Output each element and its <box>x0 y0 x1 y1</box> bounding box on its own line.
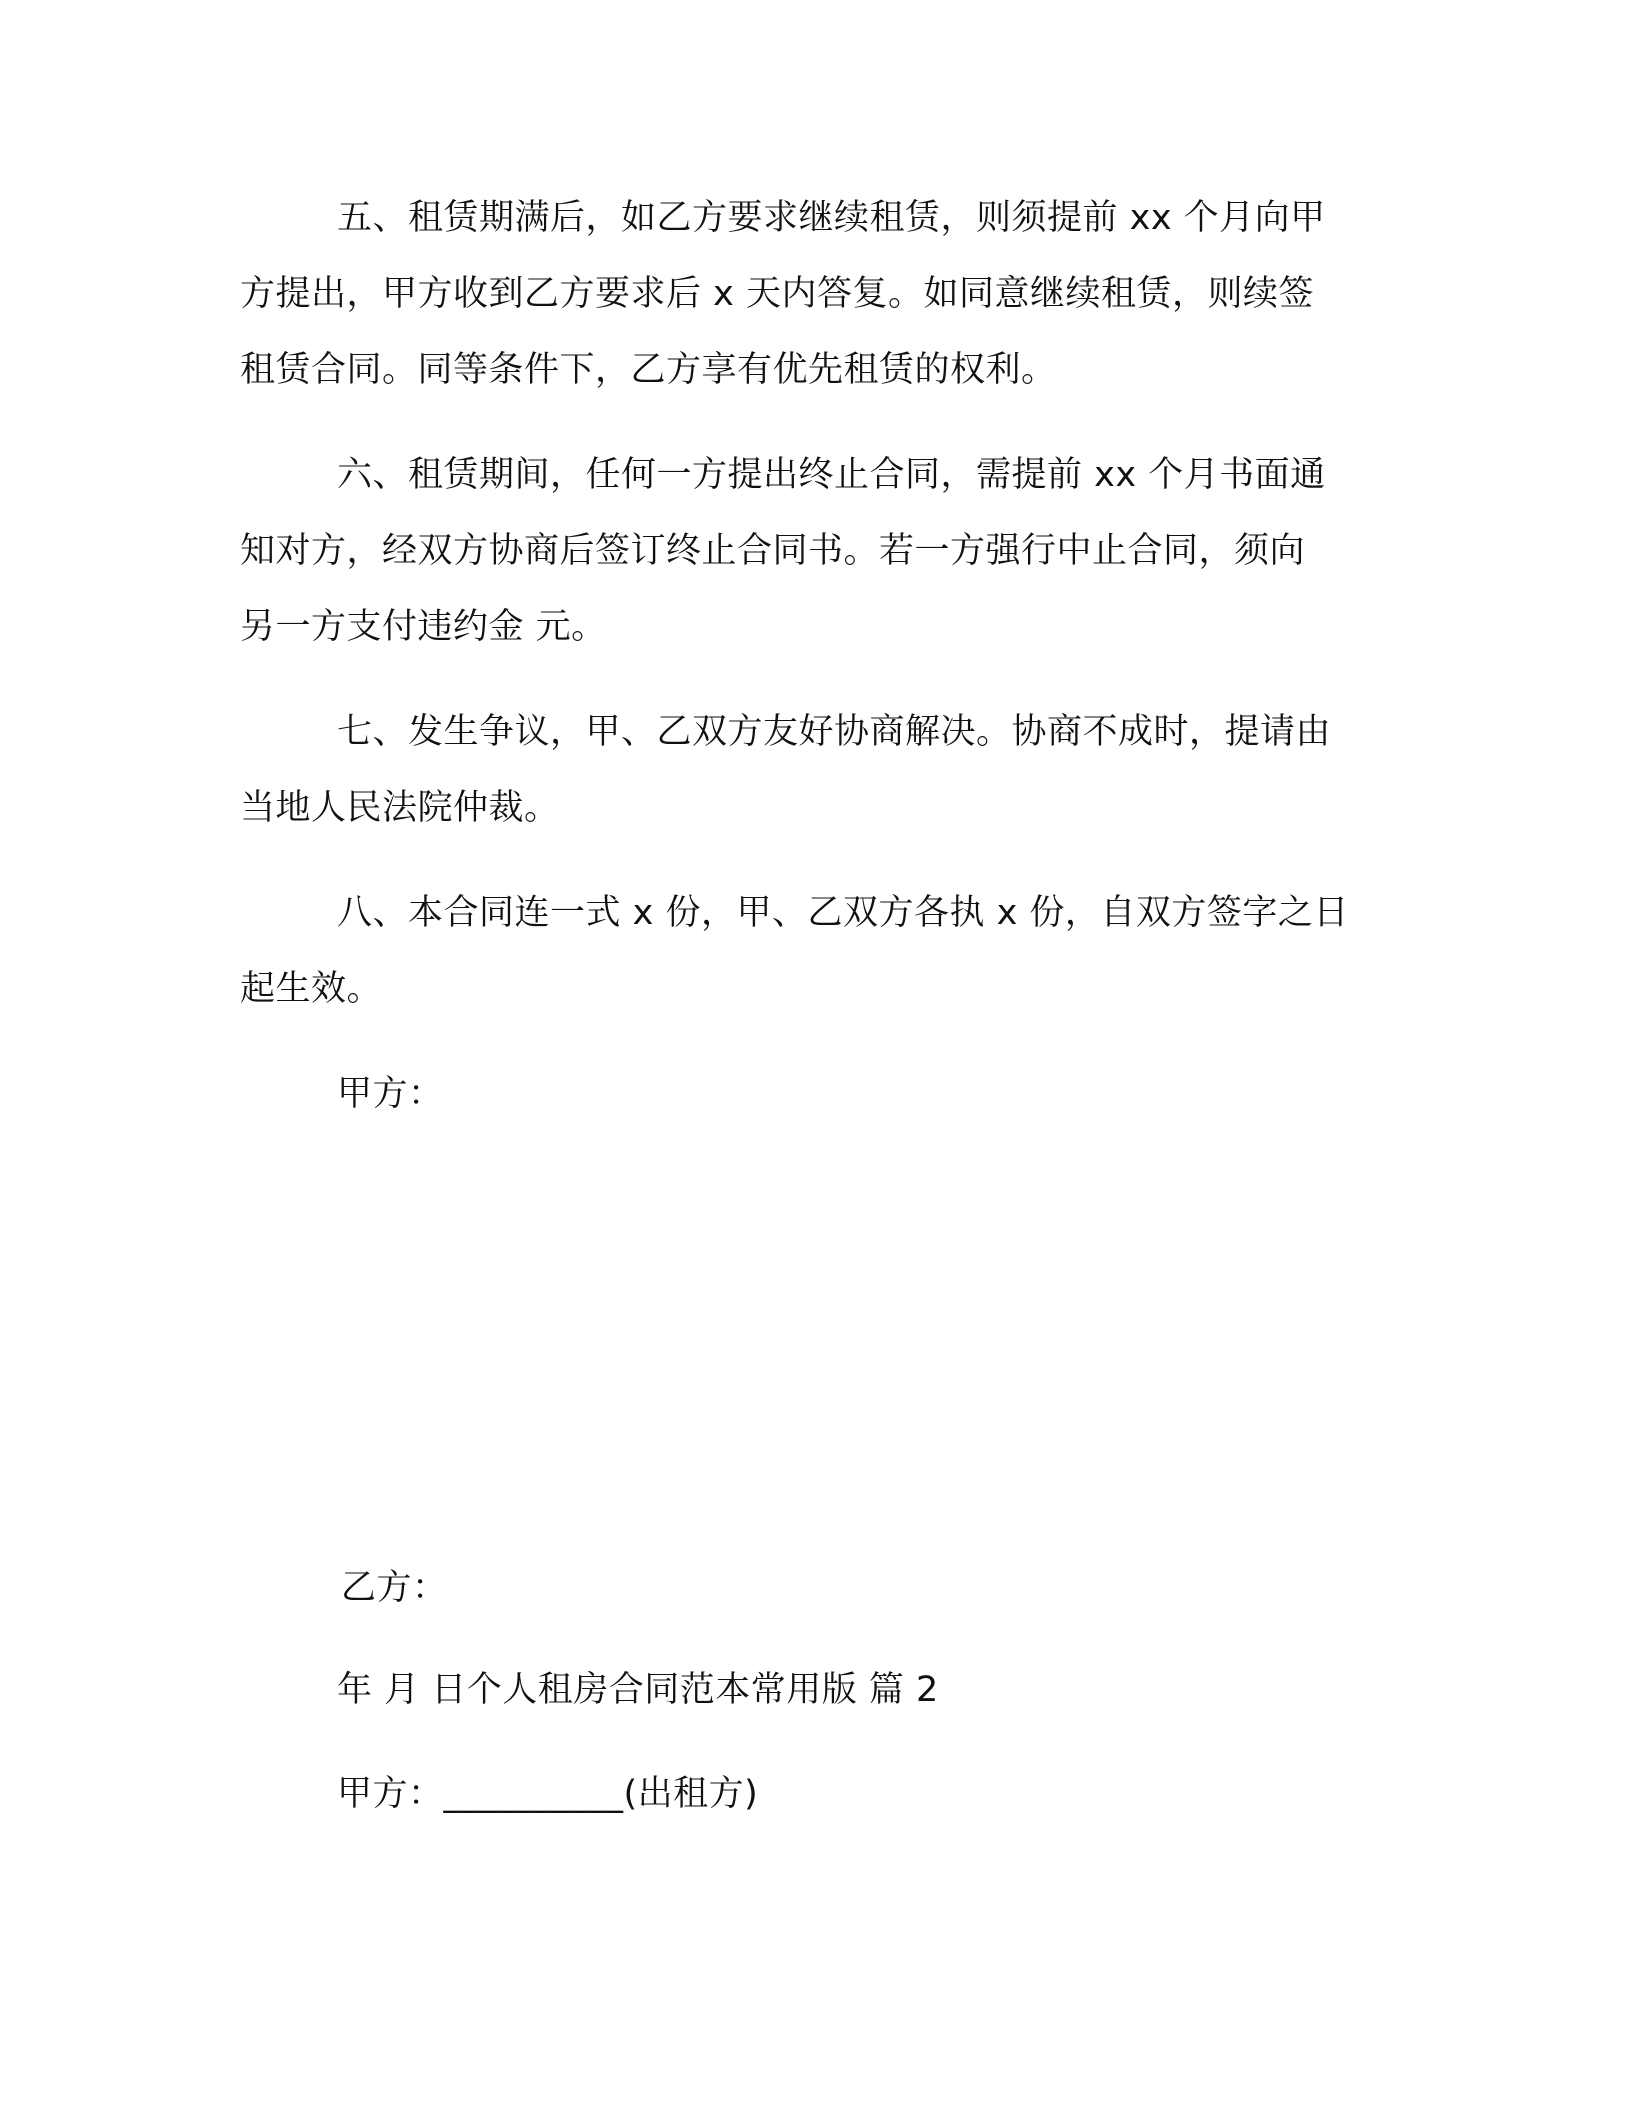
party-b-signature-label: 乙方： <box>341 1568 448 1608</box>
next-contract-title: 年 月 日个人租房合同范本常用版 篇 2 <box>337 1670 939 1710</box>
clause-7-line-2: 当地人民法院仲裁。 <box>240 788 560 828</box>
clause-6-line-3: 另一方支付违约金 元。 <box>240 607 607 647</box>
clause-8-line-2: 起生效。 <box>240 969 383 1009</box>
clause-5-line-3: 租赁合同。同等条件下，乙方享有优先租赁的权利。 <box>240 350 1057 390</box>
clause-6-line-2: 知对方，经双方协商后签订终止合同书。若一方强行中止合同，须向 <box>240 531 1306 571</box>
clause-8-line-1: 八、本合同连一式 x 份，甲、乙双方各执 x 份，自双方签字之日 <box>337 893 1349 933</box>
clause-5-line-2: 方提出，甲方收到乙方要求后 x 天内答复。如同意继续租赁，则续签 <box>240 274 1314 314</box>
clause-5-line-1: 五、租赁期满后，如乙方要求继续租赁，则须提前 xx 个月向甲 <box>337 198 1326 238</box>
next-party-a-line: 甲方：__________(出租方) <box>337 1774 759 1814</box>
clause-6-line-1: 六、租赁期间，任何一方提出终止合同，需提前 xx 个月书面通 <box>337 455 1326 495</box>
party-a-signature-label: 甲方： <box>337 1074 444 1114</box>
clause-7-line-1: 七、发生争议，甲、乙双方友好协商解决。协商不成时，提请由 <box>337 712 1332 752</box>
